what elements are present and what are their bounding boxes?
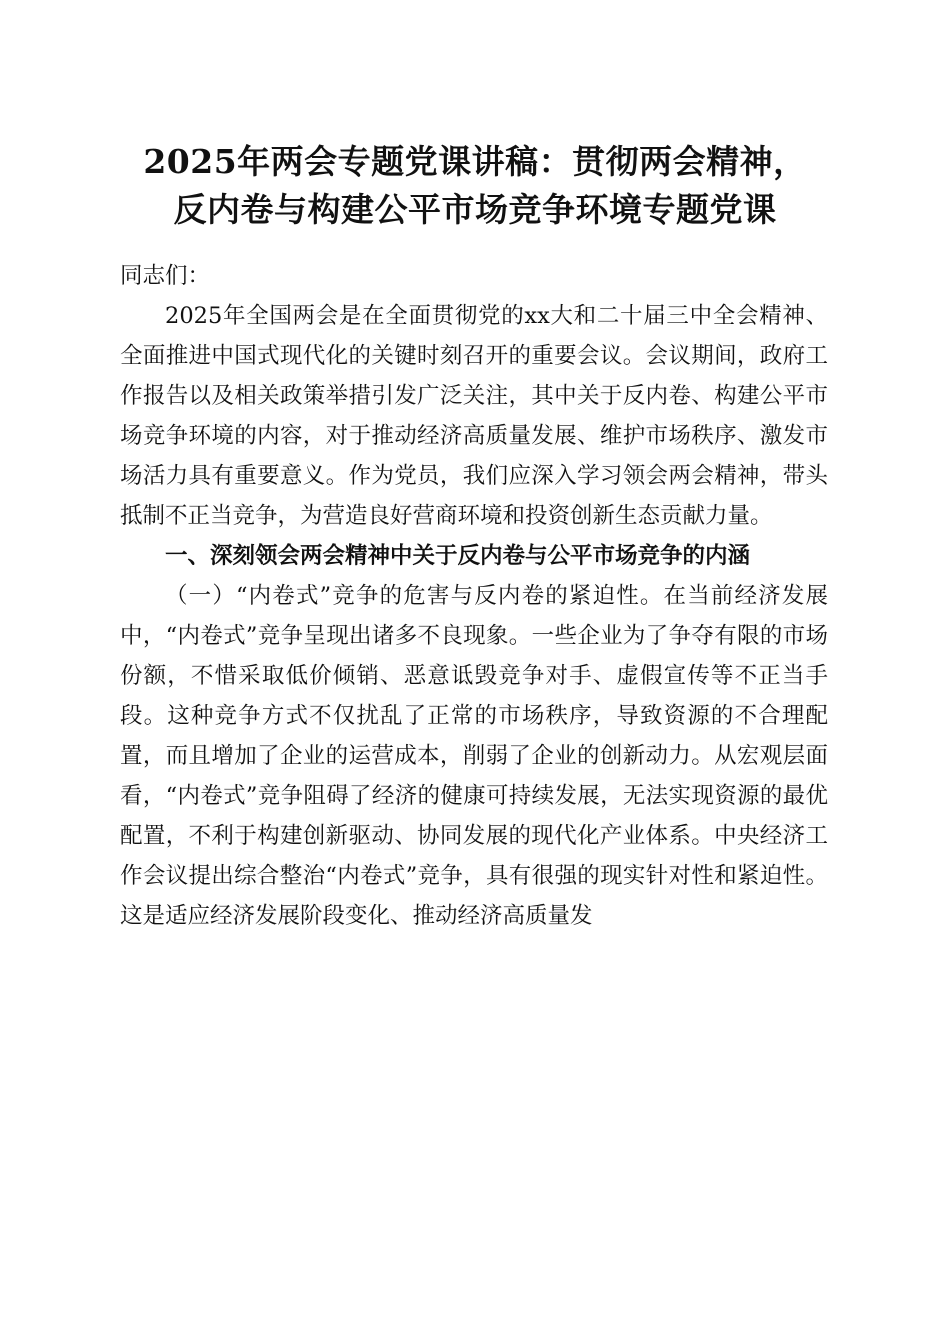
document-title (80, 138, 870, 234)
subsection-paragraph-1: （一）“内卷式”竞争的危害与反内卷的紧迫性。在当前经济发展中，“内卷式”竞争呈现出诸多不良现象。一些企业为了争夺有限的市场份额，不惜采取低价倾销、恶意诋毁竞争对手、虚假宣传等不正当手段。这种竞争方式不仅扰乱了正常的市场秩序，导致资源的不合理配置，而且增加了企业的运营成本，削弱了企业的创新动力。从宏观层面看，“内卷式”竞争阻碍了经济的健康可持续发展，无法实现资源的最优配置，不利于构建创新驱动、协同发展的现代化产业体系。中央经济工作会议提出综合整治“内卷式”竞争，具有很强的现实针对性和紧迫性。这是适应经济发展阶段变化、推动经济高质量发 (120, 583, 828, 929)
salutation: 同志们： (120, 263, 211, 289)
intro-paragraph: 2025年全国两会是在全面贯彻党的xx大和二十届三中全会精神、全面推进中国式现代化的关键时刻召开的重要会议。会议期间，政府工作报告以及相关政策举措引发广泛关注，其中关于反内卷、构建公平市场竞争环境的内容，对于推动经济高质量发展、维护市场秩序、激发市场活力具有重要意义。作为党员，我们应深入学习领会两会精神，带头抵制不正当竞争，为营造良好营商环境和投资创新生态贡献力量。 (120, 303, 828, 529)
title-line-1: 2025年两会专题党课讲稿：贯彻两会精神， (143, 142, 807, 181)
document-body (120, 252, 828, 936)
title-line-2: 反内卷与构建公平市场竞争环境专题党课 (173, 190, 777, 229)
section-heading-1: 一、深刻领会两会精神中关于反内卷与公平市场竞争的内涵 (165, 543, 751, 569)
